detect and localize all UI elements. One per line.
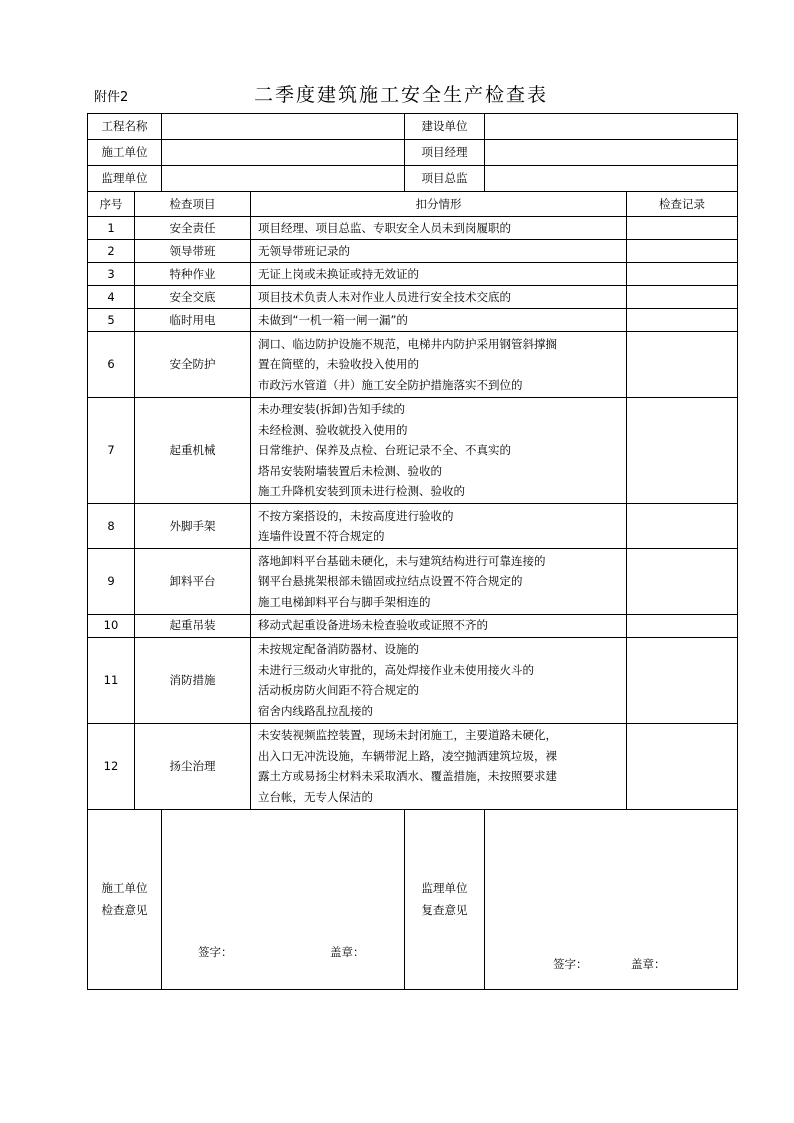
table-row <box>88 309 738 332</box>
construction-unit-label: 施工单位 <box>88 140 162 166</box>
deduction-line: 活动板房防火间距不符合规定的 <box>258 683 419 697</box>
builder-unit-value[interactable] <box>485 114 738 140</box>
table-row <box>88 549 738 615</box>
column-header-row <box>88 192 738 217</box>
row-number: 9 <box>88 549 135 615</box>
row-deduction <box>251 614 627 637</box>
builder-unit-label: 建设单位 <box>405 114 485 140</box>
deduction-line: 施工升降机安装到顶未进行检测、验收的 <box>258 484 465 498</box>
page-title: 二季度建筑施工安全生产检查表 <box>254 84 549 106</box>
construction-opinion-line2: 检查意见 <box>101 903 148 917</box>
row-record[interactable] <box>627 397 738 504</box>
row-record[interactable] <box>627 332 738 398</box>
row-deduction <box>251 723 627 809</box>
row-item: 安全交底 <box>135 286 251 309</box>
row-deduction <box>251 549 627 615</box>
row-record[interactable] <box>627 637 738 723</box>
row-item: 起重机械 <box>135 397 251 504</box>
row-deduction <box>251 286 627 309</box>
deduction-line: 项目经理、项目总监、专职安全人员未到岗履职的 <box>258 220 511 235</box>
supervision-opinion-label <box>405 809 485 989</box>
chief-supervisor-label: 项目总监 <box>405 166 485 192</box>
deduction-line: 无证上岗或未换证或持无效证的 <box>258 266 419 281</box>
deduction-line: 未经检测、验收就投入使用的 <box>258 422 408 437</box>
construction-opinion-area[interactable] <box>162 809 405 989</box>
row-item: 领导带班 <box>135 240 251 263</box>
row-item: 消防措施 <box>135 637 251 723</box>
project-name-label: 工程名称 <box>88 114 162 140</box>
deduction-line: 未按规定配备消防器材、设施的 <box>258 642 419 656</box>
row-number: 4 <box>88 286 135 309</box>
row-item: 安全防护 <box>135 332 251 398</box>
row-deduction <box>251 263 627 286</box>
supervision-sign-label: 签字： <box>553 956 588 971</box>
deduction-line: 立台帐，无专人保洁的 <box>258 789 373 804</box>
row-item: 扬尘治理 <box>135 723 251 809</box>
row-number: 12 <box>88 723 135 809</box>
supervision-unit-value[interactable] <box>162 166 405 192</box>
table-row <box>88 263 738 286</box>
construction-seal-label: 盖章： <box>330 944 365 959</box>
row-number: 10 <box>88 614 135 637</box>
row-deduction <box>251 504 627 549</box>
row-deduction <box>251 637 627 723</box>
deduction-line: 未进行三级动火审批的，高处焊接作业未使用接火斗的 <box>258 662 534 677</box>
deduction-line: 出入口无冲洗设施，车辆带泥上路，凌空抛洒建筑垃圾，裸 <box>258 748 557 763</box>
row-record[interactable] <box>627 723 738 809</box>
row-deduction <box>251 309 627 332</box>
row-item: 特种作业 <box>135 263 251 286</box>
inspection-table <box>87 113 738 990</box>
deduction-line: 宿舍内线路乱拉乱接的 <box>258 703 373 718</box>
deduction-line: 未办理安装(拆卸)告知手续的 <box>258 402 405 416</box>
deduction-line: 未安装视频监控装置，现场未封闭施工，主要道路未硬化， <box>258 728 557 742</box>
col-no-header: 序号 <box>88 192 135 217</box>
construction-sign-label: 签字： <box>198 944 233 959</box>
col-record-header: 检查记录 <box>627 192 738 217</box>
row-number: 6 <box>88 332 135 398</box>
deduction-line: 钢平台悬挑架根部未锚固或拉结点设置不符合规定的 <box>258 574 523 588</box>
deduction-line: 无领导带班记录的 <box>258 243 350 258</box>
row-record[interactable] <box>627 263 738 286</box>
deduction-line: 市政污水管道（井）施工安全防护措施落实不到位的 <box>258 377 523 392</box>
construction-opinion-line1: 施工单位 <box>101 881 148 895</box>
table-row <box>88 723 738 809</box>
deduction-line: 移动式起重设备进场未检查验收或证照不齐的 <box>258 618 488 633</box>
info-row-construction-unit <box>88 140 738 166</box>
deduction-line: 洞口、临边防护设施不规范，电梯井内防护采用钢管斜撑搁 <box>258 336 557 351</box>
deduction-line: 塔吊安装附墙装置后未检测、验收的 <box>258 463 442 478</box>
info-row-supervision-unit <box>88 166 738 192</box>
table-row <box>88 504 738 549</box>
row-record[interactable] <box>627 217 738 240</box>
deduction-line: 连墙件设置不符合规定的 <box>258 529 385 543</box>
row-deduction <box>251 397 627 504</box>
row-number: 5 <box>88 309 135 332</box>
row-item: 外脚手架 <box>135 504 251 549</box>
row-number: 7 <box>88 397 135 504</box>
supervision-seal-label: 盖章： <box>631 956 666 971</box>
info-row-project-name <box>88 114 738 140</box>
inspection-form <box>87 113 737 990</box>
row-number: 2 <box>88 240 135 263</box>
row-number: 11 <box>88 637 135 723</box>
row-number: 3 <box>88 263 135 286</box>
deduction-line: 项目技术负责人未对作业人员进行安全技术交底的 <box>258 289 511 304</box>
table-row <box>88 217 738 240</box>
col-deduction-header: 扣分情形 <box>251 192 627 217</box>
row-item: 安全责任 <box>135 217 251 240</box>
row-number: 8 <box>88 504 135 549</box>
table-row <box>88 240 738 263</box>
deduction-line: 置在筒壁的，未验收投入使用的 <box>258 357 419 371</box>
project-manager-label: 项目经理 <box>405 140 485 166</box>
row-item: 卸料平台 <box>135 549 251 615</box>
construction-opinion-label <box>88 809 162 989</box>
row-deduction <box>251 217 627 240</box>
table-row <box>88 637 738 723</box>
construction-unit-value[interactable] <box>162 140 405 166</box>
row-deduction <box>251 332 627 398</box>
row-deduction <box>251 240 627 263</box>
row-record[interactable] <box>627 240 738 263</box>
table-row <box>88 332 738 398</box>
supervision-unit-label: 监理单位 <box>88 166 162 192</box>
row-record[interactable] <box>627 504 738 549</box>
table-row <box>88 286 738 309</box>
row-number: 1 <box>88 217 135 240</box>
deduction-line: 露土方或易扬尘材料未采取洒水、覆盖措施，未按照要求建 <box>258 769 557 783</box>
col-item-header: 检查项目 <box>135 192 251 217</box>
row-record[interactable] <box>627 549 738 615</box>
chief-supervisor-value[interactable] <box>485 166 738 192</box>
attachment-label: 附件2 <box>94 90 129 105</box>
project-manager-value[interactable] <box>485 140 738 166</box>
row-record[interactable] <box>627 614 738 637</box>
row-record[interactable] <box>627 286 738 309</box>
row-record[interactable] <box>627 309 738 332</box>
deduction-line: 落地卸料平台基础未硬化，未与建筑结构进行可靠连接的 <box>258 553 546 568</box>
supervision-opinion-line2: 复查意见 <box>421 903 468 917</box>
deduction-line: 不按方案搭设的，未按高度进行验收的 <box>258 508 454 523</box>
project-name-value[interactable] <box>162 114 405 140</box>
table-row <box>88 614 738 637</box>
deduction-line: 日常维护、保养及点检、台班记录不全、不真实的 <box>258 443 511 457</box>
opinion-row <box>88 809 738 989</box>
table-row <box>88 397 738 504</box>
deduction-line: 未做到“一机一箱一闸一漏”的 <box>258 312 408 327</box>
deduction-line: 施工电梯卸料平台与脚手架相连的 <box>258 594 431 609</box>
row-item: 临时用电 <box>135 309 251 332</box>
supervision-opinion-area[interactable] <box>485 809 738 989</box>
supervision-opinion-line1: 监理单位 <box>421 881 468 895</box>
row-item: 起重吊装 <box>135 614 251 637</box>
